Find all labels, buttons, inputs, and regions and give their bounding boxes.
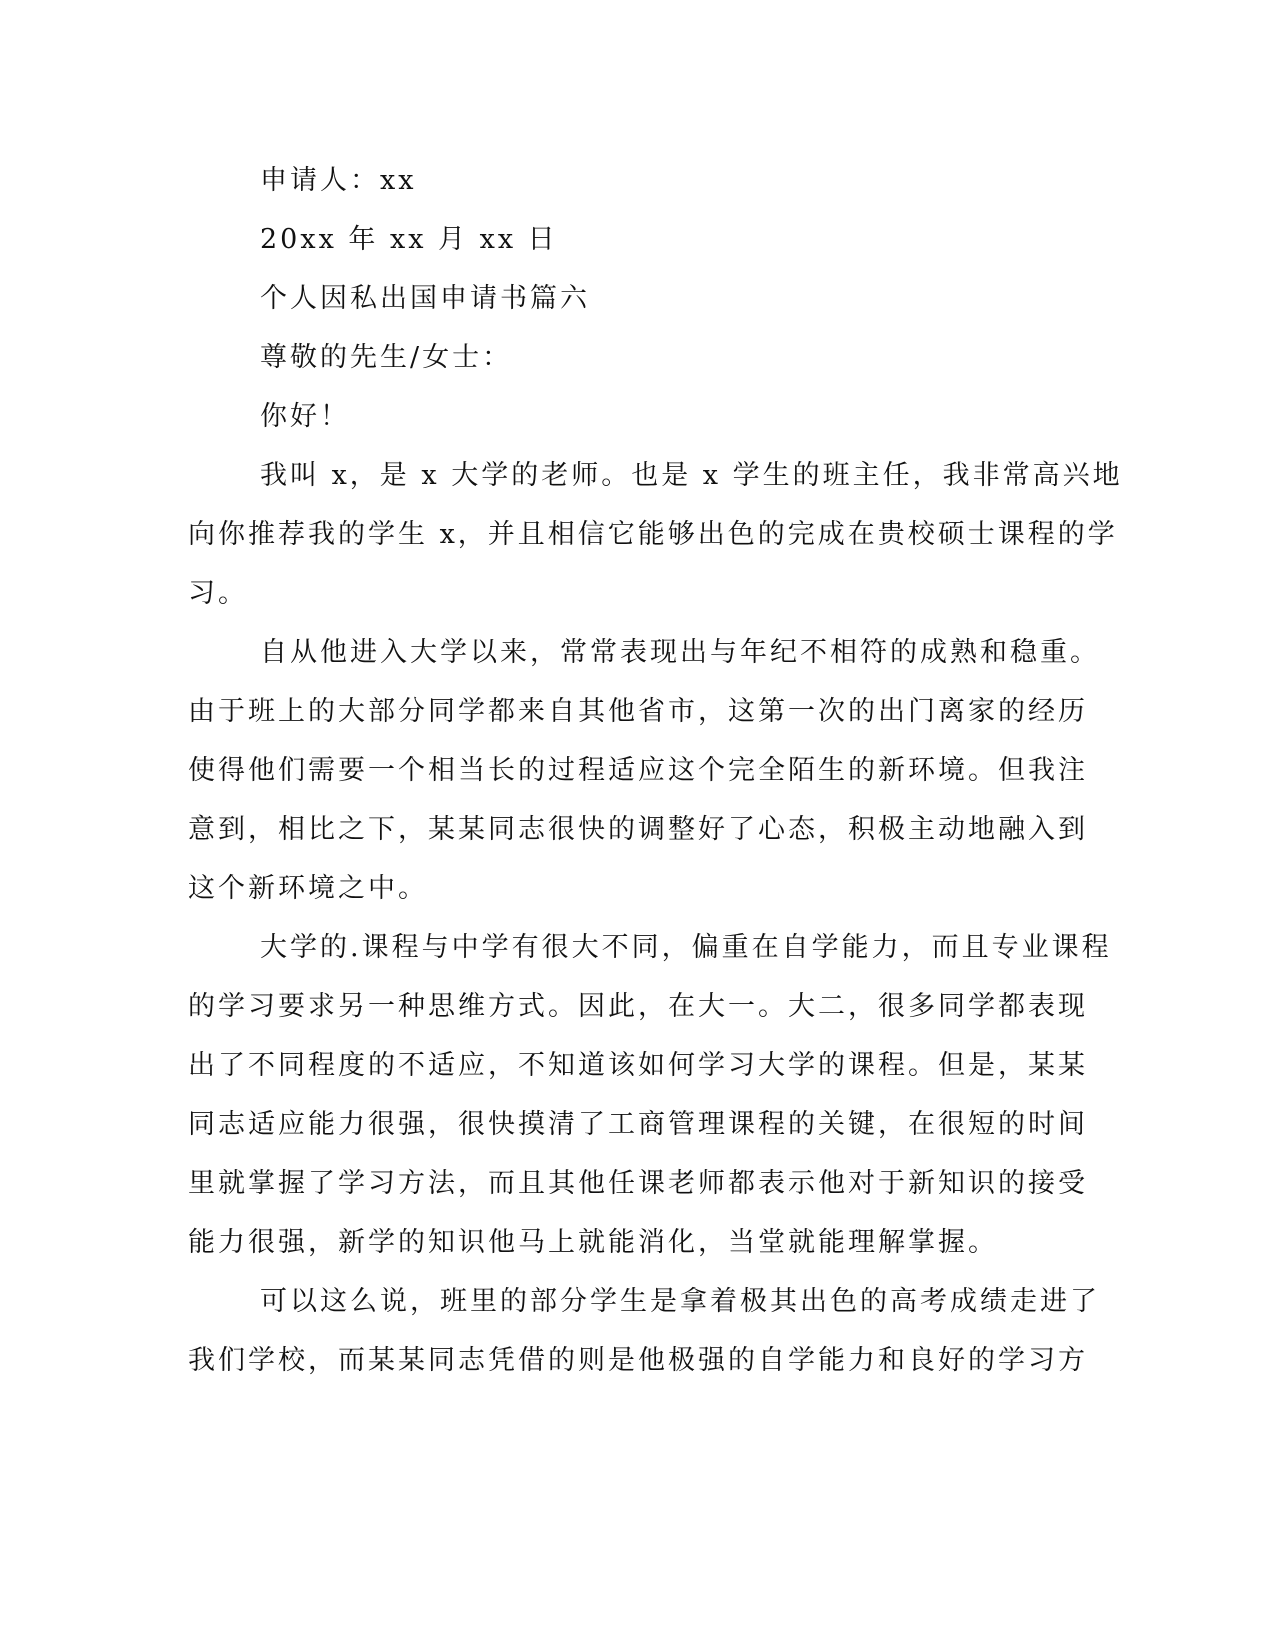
greeting: 你好！ <box>260 401 350 432</box>
paragraph-2-line-2: 由于班上的大部分同学都来自其他省市，这第一次的出门离家的经历 <box>188 696 1088 727</box>
salutation: 尊敬的先生/女士： <box>260 342 513 373</box>
paragraph-1-line-2: 向你推荐我的学生 x，并且相信它能够出色的完成在贵校硕士课程的学 <box>188 519 1118 550</box>
paragraph-3-line-6: 能力很强，新学的知识他马上就能消化，当堂就能理解掌握。 <box>188 1227 998 1258</box>
date-line: 20xx 年 xx 月 xx 日 <box>260 224 558 255</box>
paragraph-3-line-2: 的学习要求另一种思维方式。因此，在大一。大二，很多同学都表现 <box>188 991 1088 1022</box>
section-title: 个人因私出国申请书篇六 <box>260 283 590 314</box>
paragraph-1-line-1: 我叫 x，是 x 大学的老师。也是 x 学生的班主任，我非常高兴地 <box>260 460 1123 491</box>
paragraph-2-line-1: 自从他进入大学以来，常常表现出与年纪不相符的成熟和稳重。 <box>260 637 1100 668</box>
paragraph-2-line-5: 这个新环境之中。 <box>188 873 428 904</box>
paragraph-3-line-1: 大学的.课程与中学有很大不同，偏重在自学能力，而且专业课程 <box>260 932 1112 963</box>
paragraph-3-line-4: 同志适应能力很强，很快摸清了工商管理课程的关键，在很短的时间 <box>188 1109 1088 1140</box>
paragraph-4-line-2: 我们学校，而某某同志凭借的则是他极强的自学能力和良好的学习方 <box>188 1345 1088 1376</box>
paragraph-3-line-3: 出了不同程度的不适应，不知道该如何学习大学的课程。但是，某某 <box>188 1050 1088 1081</box>
paragraph-3-line-5: 里就掌握了学习方法，而且其他任课老师都表示他对于新知识的接受 <box>188 1168 1088 1199</box>
paragraph-1-line-3: 习。 <box>188 578 248 609</box>
applicant-line: 申请人：xx <box>260 165 417 196</box>
paragraph-2-line-4: 意到，相比之下，某某同志很快的调整好了心态，积极主动地融入到 <box>188 814 1088 845</box>
paragraph-4-line-1: 可以这么说，班里的部分学生是拿着极其出色的高考成绩走进了 <box>260 1286 1100 1317</box>
paragraph-2-line-3: 使得他们需要一个相当长的过程适应这个完全陌生的新环境。但我注 <box>188 755 1088 786</box>
